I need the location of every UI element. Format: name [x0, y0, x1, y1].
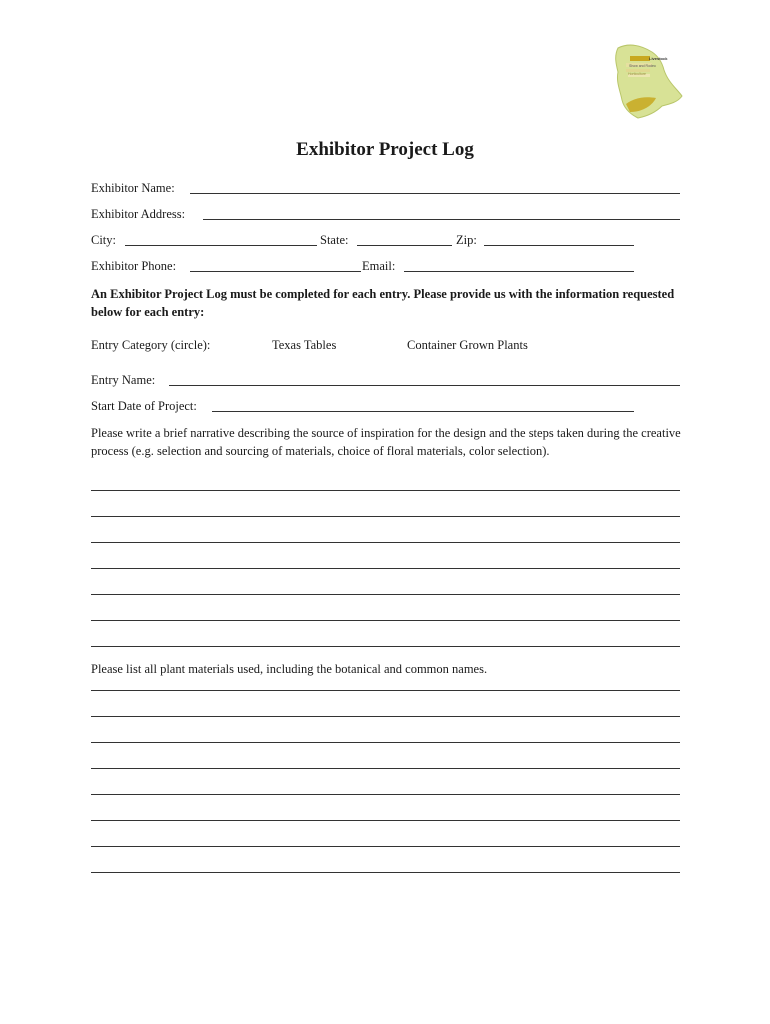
- narrative-line[interactable]: [91, 542, 680, 543]
- category-option-container-grown-plants[interactable]: Container Grown Plants: [407, 338, 528, 352]
- entry-name-label: Entry Name:: [91, 373, 156, 387]
- narrative-line[interactable]: [91, 490, 680, 491]
- fair-logo-icon: [612, 42, 684, 120]
- plant-materials-line[interactable]: [91, 846, 680, 847]
- narrative-line[interactable]: [91, 594, 680, 595]
- phone-field[interactable]: [190, 271, 361, 272]
- exhibitor-name-label: Exhibitor Name:: [91, 181, 175, 195]
- instruction-text: An Exhibitor Project Log must be completed for each entry. Please provide us with the information requested below for each entry:: [91, 287, 675, 319]
- entry-category-label: Entry Category (circle):: [91, 338, 211, 352]
- exhibitor-name-row: [91, 181, 681, 199]
- page-title: Exhibitor Project Log: [296, 139, 474, 160]
- entry-category-row: [91, 338, 681, 356]
- start-date-label: Start Date of Project:: [91, 399, 197, 413]
- plant-materials-line[interactable]: [91, 794, 680, 795]
- plant-materials-line[interactable]: [91, 742, 680, 743]
- narrative-line[interactable]: [91, 516, 680, 517]
- start-date-row: [91, 399, 681, 417]
- exhibitor-address-row: [91, 207, 681, 225]
- zip-label: Zip:: [456, 233, 477, 247]
- email-label: Email:: [362, 259, 396, 273]
- narrative-line[interactable]: [91, 646, 680, 647]
- email-field[interactable]: [404, 271, 634, 272]
- entry-name-row: [91, 373, 681, 391]
- city-state-zip-row: [91, 233, 681, 251]
- phone-email-row: [91, 259, 681, 277]
- narrative-line[interactable]: [91, 568, 680, 569]
- state-label: State:: [320, 233, 349, 247]
- exhibitor-name-field[interactable]: [190, 193, 680, 194]
- plant-materials-line[interactable]: [91, 716, 680, 717]
- plant-materials-line[interactable]: [91, 820, 680, 821]
- start-date-field[interactable]: [212, 411, 634, 412]
- plant-materials-line[interactable]: [91, 872, 680, 873]
- logo-line2: Show and Rodeo: [629, 64, 656, 68]
- plant-materials-line[interactable]: [91, 690, 680, 691]
- category-option-texas-tables[interactable]: Texas Tables: [272, 338, 337, 352]
- narrative-prompt: Please write a brief narrative describing the source of inspiration for the design and the steps taken during the creative process (e.g. selection and sourcing of materials, choice of floral materials, color selection).: [91, 426, 681, 458]
- phone-label: Exhibitor Phone:: [91, 259, 177, 273]
- state-field[interactable]: [357, 245, 452, 246]
- logo-line3: Horticulture: [628, 72, 646, 76]
- zip-field[interactable]: [484, 245, 634, 246]
- city-label: City:: [91, 233, 117, 247]
- city-field[interactable]: [125, 245, 317, 246]
- exhibitor-address-label: Exhibitor Address:: [91, 207, 186, 221]
- entry-name-field[interactable]: [169, 385, 680, 386]
- plant-materials-prompt: Please list all plant materials used, including the botanical and common names.: [91, 662, 488, 676]
- logo-wordmark: Livestock: [649, 56, 668, 61]
- narrative-line[interactable]: [91, 620, 680, 621]
- exhibitor-address-field[interactable]: [203, 219, 680, 220]
- plant-materials-line[interactable]: [91, 768, 680, 769]
